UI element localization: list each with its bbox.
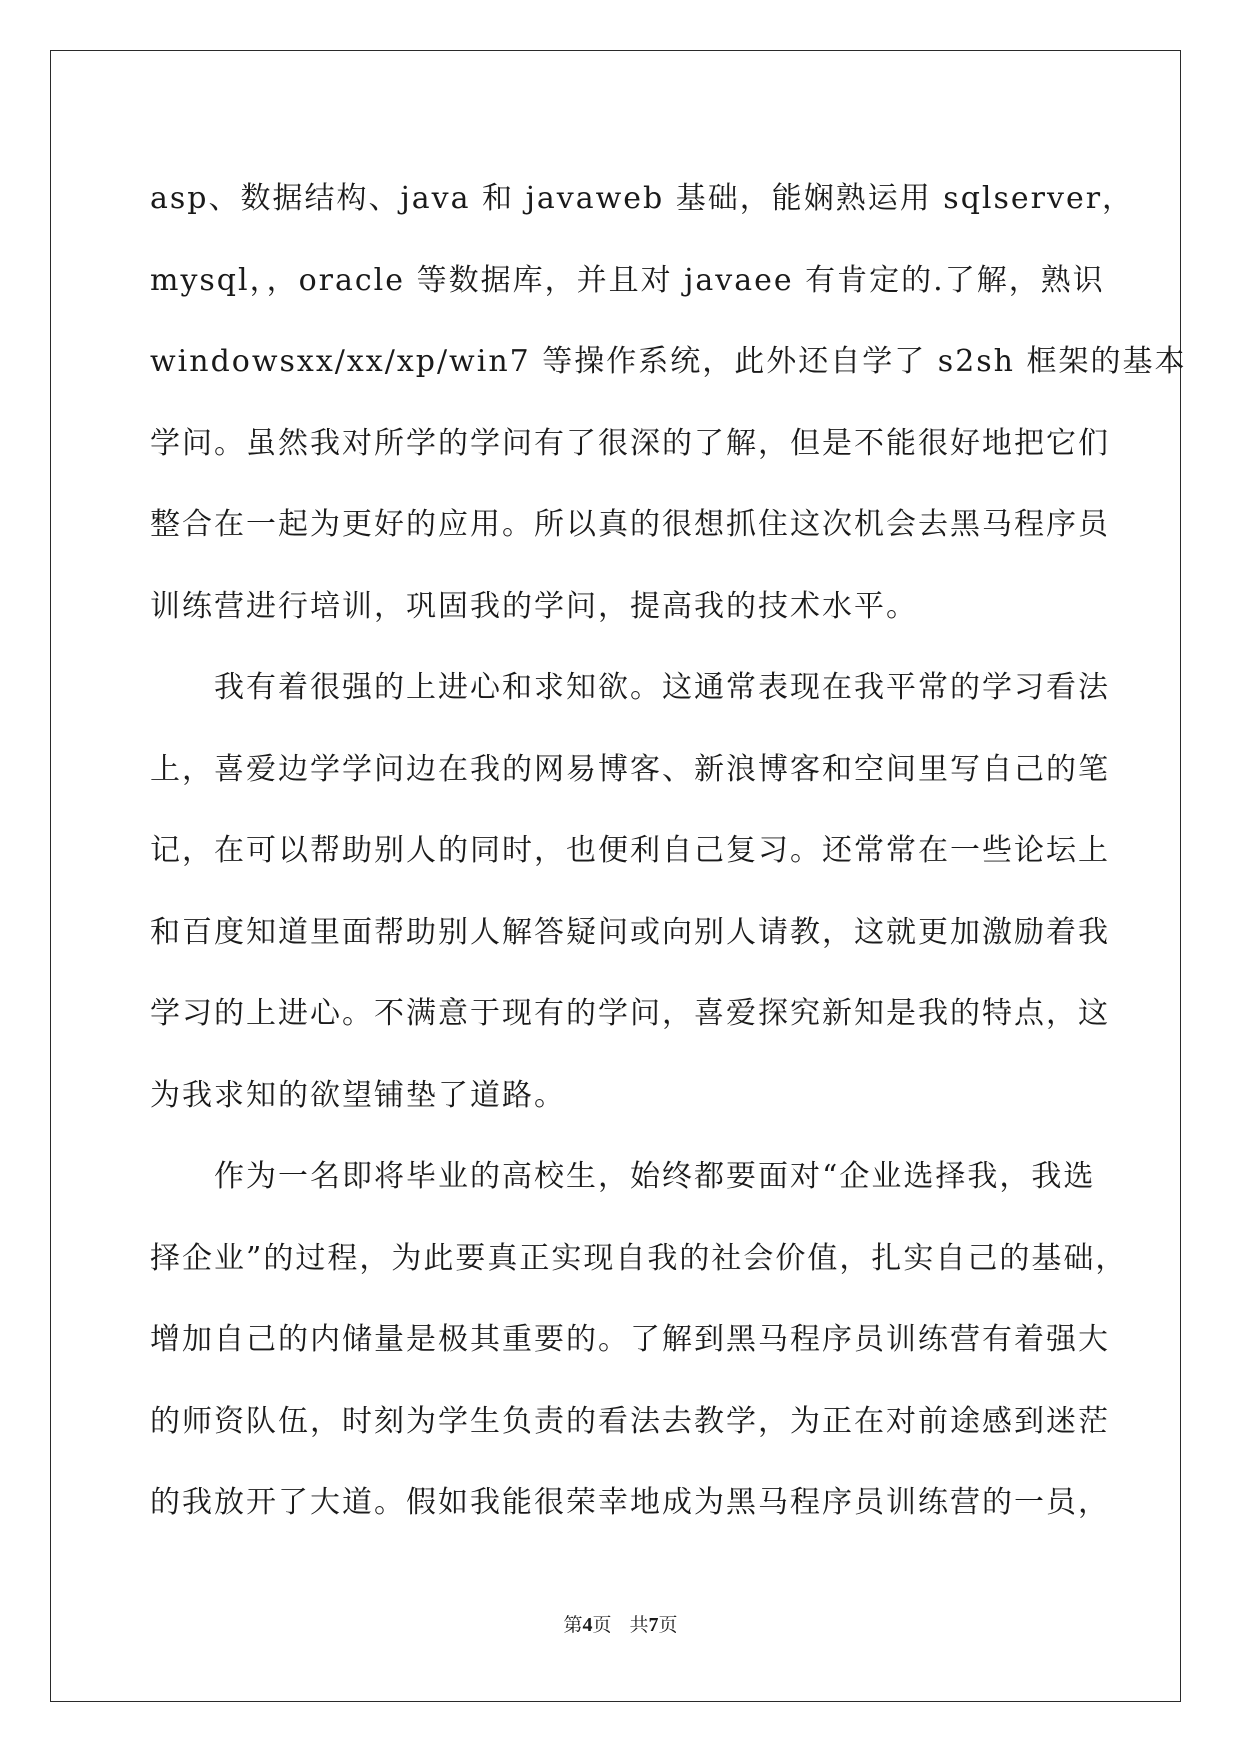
text-line: 增加自己的内储量是极其重要的。了解到黑马程序员训练营有着强大 [150, 1322, 1110, 1357]
page-footer [0, 1610, 1241, 1637]
text-line: 和百度知道里面帮助别人解答疑问或向别人请教，这就更加激励着我 [150, 914, 1110, 950]
text-line: asp、数据结构、java 和 javaweb 基础，能娴熟运用 sqlserver， [150, 181, 1135, 216]
text-line: 记，在可以帮助别人的同时，也便利自己复习。还常常在一些论坛上 [150, 833, 1110, 868]
paragraph-2 [150, 647, 1110, 1136]
text-line: 我有着很强的上进心和求知欲。这通常表现在我平常的学习看法 [214, 670, 1110, 705]
paragraph-1 [150, 158, 1187, 647]
text-line: 为我求知的欲望铺垫了道路。 [150, 1077, 566, 1113]
paragraph-3 [150, 1136, 1128, 1544]
page-prefix: 第 [563, 1615, 583, 1636]
text-line: 学问。虽然我对所学的学问有了很深的了解，但是不能很好地把它们 [150, 425, 1110, 461]
page-current: 4 [582, 1614, 593, 1636]
text-line: 作为一名即将毕业的高校生，始终都要面对“企业选择我，我选 [214, 1159, 1096, 1194]
text-line: mysql，，oracle 等数据库，并且对 javaee 有肯定的.了解，熟识 [150, 262, 1105, 298]
text-line: 择企业”的过程，为此要真正实现自我的社会价值，扎实自己的基础， [150, 1240, 1128, 1276]
total-suffix: 页 [658, 1615, 678, 1636]
text-line: windowsxx/xx/xp/win7 等操作系统，此外还自学了 s2sh 框架的基本 [150, 344, 1187, 379]
page-suffix: 页 [592, 1615, 612, 1636]
text-line: 上，喜爱边学学问边在我的网易博客、新浪博客和空间里写自己的笔 [150, 751, 1110, 787]
total-prefix: 共 [629, 1615, 649, 1636]
text-line: 学习的上进心。不满意于现有的学问，喜爱探究新知是我的特点，这 [150, 996, 1110, 1031]
page-total: 7 [648, 1614, 659, 1636]
text-line: 整合在一起为更好的应用。所以真的很想抓住这次机会去黑马程序员 [150, 507, 1110, 542]
document-body [150, 158, 1187, 1544]
text-line: 训练营进行培训，巩固我的学问，提高我的技术水平。 [150, 588, 918, 624]
text-line: 的师资队伍，时刻为学生负责的看法去教学，为正在对前途感到迷茫 [150, 1403, 1110, 1439]
text-line: 的我放开了大道。假如我能很荣幸地成为黑马程序员训练营的一员， [150, 1485, 1110, 1520]
